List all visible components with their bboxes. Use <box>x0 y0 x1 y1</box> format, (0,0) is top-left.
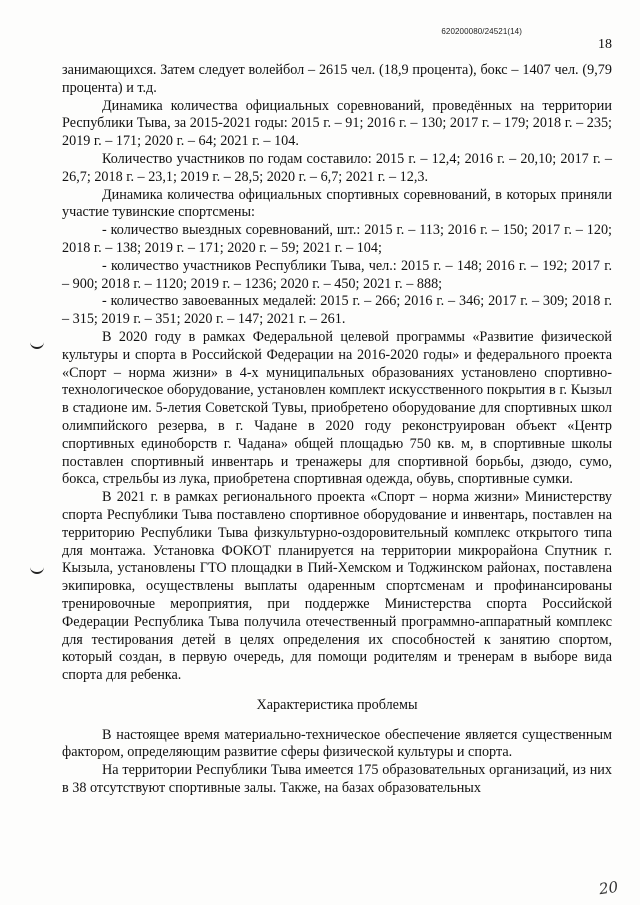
paragraph: В 2020 году в рамках Федеральной целевой программы «Развитие физической культуры и спорта в Российской Федерации на 2016-2020 годы» и федерального проекта «Спорт – норма жизни» в 4-х муниципальных образованиях установлено спортивно-технологическое оборудование, установлен комплект искусственного покрытия в г. Кызыл в стадионе им. 5-летия Советской Тувы, приобретено оборудование для спортивных школ олимпийского резерва, в г. Чадане в 2020 году реконструирован объект «Центр спортивных единоборств г. Чадана» общей площадью 750 кв. м, в спортивные школы поставлен спортивный инвентарь и тренажеры для спортивной борьбы, дзюдо, сумо, бокса, стрельбы из лука, приобретена спортивная одежда, обувь, спортивные сумки. <box>62 328 612 488</box>
document-body <box>62 62 612 798</box>
paragraph: Динамика количества официальных спортивных соревнований, в которых приняли участие тувинские спортсмены: <box>62 186 612 221</box>
paragraph: В настоящее время материально-техническое обеспечение является существенным фактором, определяющим развитие сферы физической культуры и спорта. <box>62 726 612 761</box>
margin-check-mark <box>30 566 44 574</box>
document-code: 620200080/24521(14) <box>441 27 522 36</box>
paragraph: Количество участников по годам составило: 2015 г. – 12,4; 2016 г. – 20,10; 2017 г. – 26,7; 2018 г. – 23,1; 2019 г. – 28,5; 2020 г. – 6,7; 2021 г. – 12,3. <box>62 150 612 185</box>
list-item: - количество завоеванных медалей: 2015 г. – 266; 2016 г. – 346; 2017 г. – 309; 2018 г. – 315; 2019 г. – 351; 2020 г. – 147; 2021 г. – 261. <box>62 293 612 328</box>
paragraph: На территории Республики Тыва имеется 175 образовательных организаций, из них в 38 отсутствуют спортивные залы. Также, на базах образовательных <box>62 762 612 797</box>
paragraph: занимающихся. Затем следует волейбол – 2615 чел. (18,9 процента), бокс – 1407 чел. (9,79 процента) и т.д. <box>62 62 612 96</box>
page-number: 18 <box>598 37 612 52</box>
section-heading: Характеристика проблемы <box>256 696 418 713</box>
margin-check-mark <box>30 341 44 349</box>
list-item: - количество участников Республики Тыва, чел.: 2015 г. – 148; 2016 г. – 192; 2017 г. – 900; 2018 г. – 1120; 2019 г. – 1236; 2020 г. – 450; 2021 г. – 888; <box>62 257 612 292</box>
paragraph: В 2021 г. в рамках регионального проекта «Спорт – норма жизни» Министерству спорта Республики Тыва поставлено спортивное оборудование и инвентарь, поставлен на территорию Республики Тыва физкультурно-оздоровительный комплекс открытого типа для монтажа. Установка ФОКОТ планируется на территории микрорайона Спутник г. Кызыла, установлены ГТО площадки в Пий-Хемском и Тоджинском районах, поставлена экипировка, осуществлены выплаты одаренным спортсменам и профинансированы тренировочные мероприятия, при поддержке Министерства спорта Российской Федерации Республика Тыва получила отечественный программно-аппаратный комплекс для тестирования детей в целях определения их способностей к занятию спортом, который создан, в первую очередь, для помощи родителям и тренерам в выборе вида спорта для ребенка. <box>62 489 612 684</box>
paragraph: Динамика количества официальных соревнований, проведённых на территории Республики Тыва, за 2015-2021 годы: 2015 г. – 91; 2016 г. – 130; 2017 г. – 179; 2018 г. – 235; 2019 г. – 171; 2020 г. – 64; 2021 г. – 104. <box>62 97 612 150</box>
handwritten-page-mark: 20 <box>597 877 620 899</box>
list-item: - количество выездных соревнований, шт.: 2015 г. – 113; 2016 г. – 150; 2017 г. – 120; 2018 г. – 138; 2019 г. – 171; 2020 г. – 59; 2021 г. – 104; <box>62 222 612 256</box>
